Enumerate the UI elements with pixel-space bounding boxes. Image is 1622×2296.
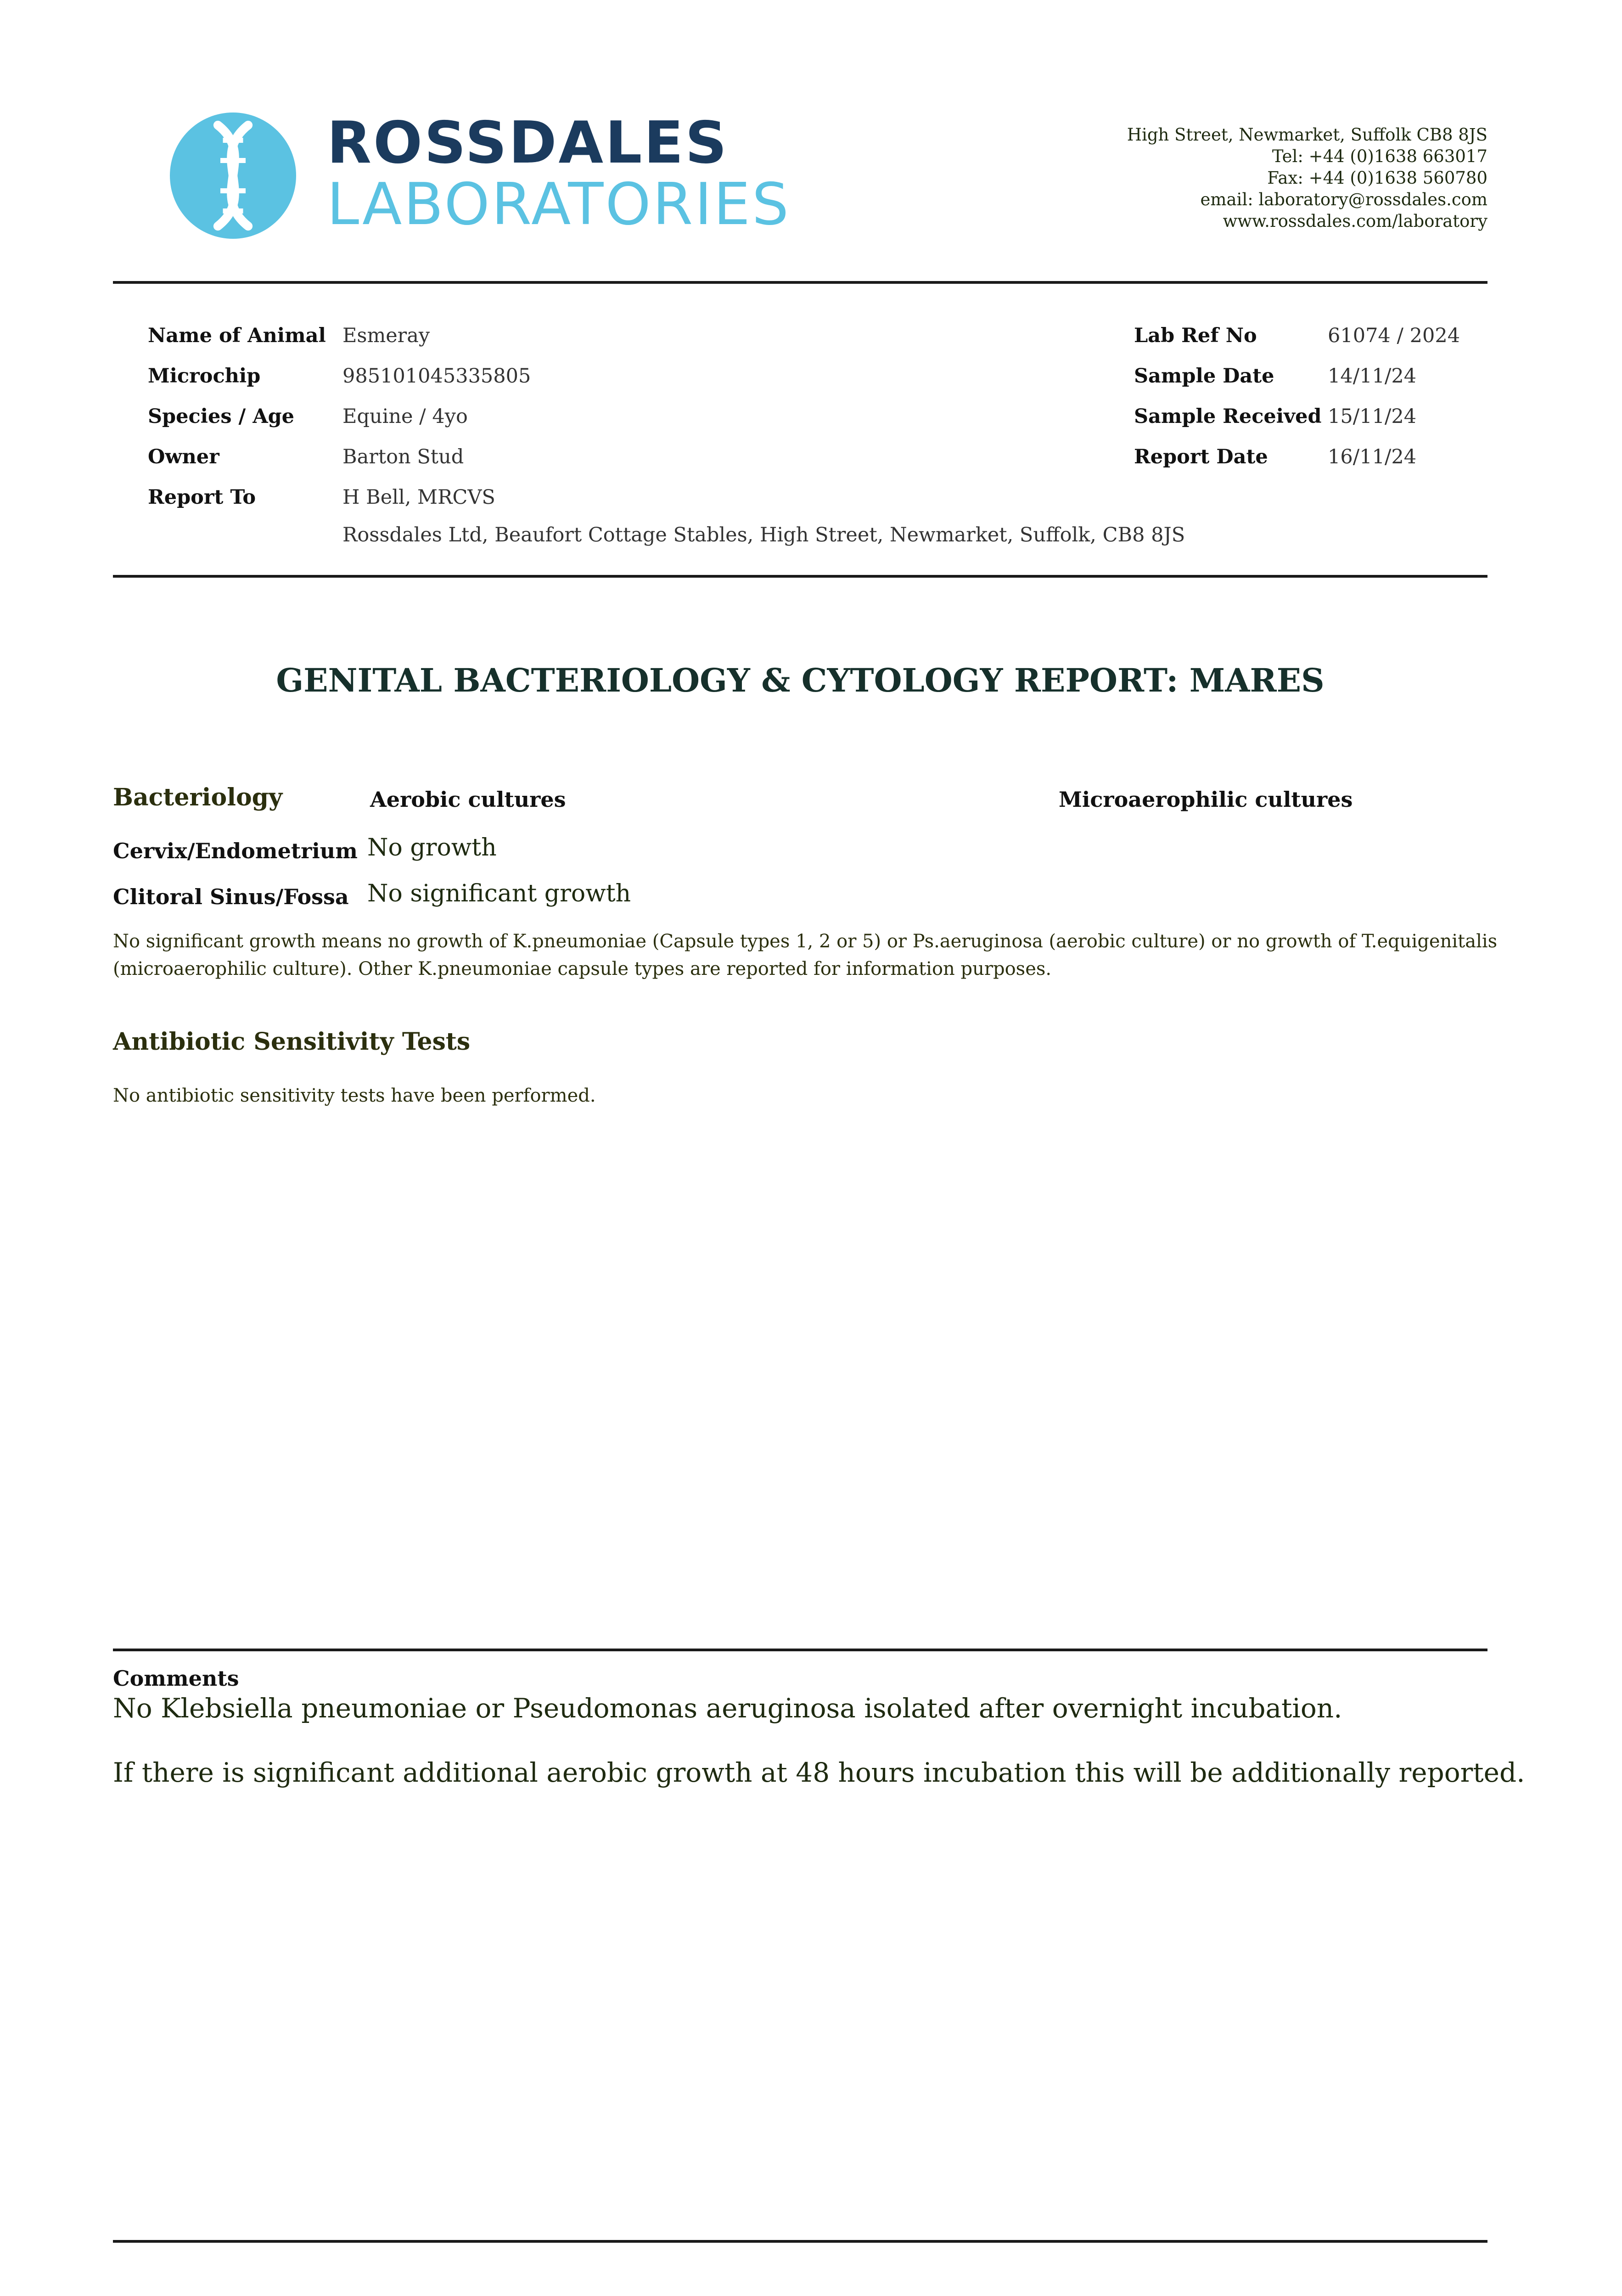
report-date-value: 16/11/24 [1328, 445, 1417, 468]
microchip-value: 985101045335805 [342, 365, 531, 388]
report-to-label: Report To [148, 486, 256, 509]
lab-ref-label: Lab Ref No [1134, 324, 1257, 347]
antibiotic-text: No antibiotic sensitivity tests have been performed. [113, 1085, 596, 1106]
fax: Fax: +44 (0)1638 560780 [1267, 168, 1487, 188]
sample-received-value: 15/11/24 [1328, 405, 1417, 428]
report-title: GENITAL BACTERIOLOGY & CYTOLOGY REPORT: MARES [276, 661, 1325, 699]
report-date-label: Report Date [1134, 445, 1268, 468]
brand-subtitle: LABORATORIES [327, 170, 791, 238]
contact-block [1127, 124, 1487, 232]
report-to-value: H Bell, MRCVS [342, 486, 495, 509]
lab-ref-value: 61074 / 2024 [1328, 324, 1460, 347]
report-to-address: Rossdales Ltd, Beaufort Cottage Stables, High Street, Newmarket, Suffolk, CB8 8JS [342, 523, 1185, 546]
footer-divider [113, 2240, 1487, 2243]
info-divider [113, 575, 1487, 578]
sample-received-label: Sample Received [1134, 405, 1322, 428]
comments-heading: Comments [113, 1666, 239, 1691]
bacteriology-note-line2: (microaerophilic culture). Other K.pneumoniae capsule types are reported for information purposes. [113, 958, 1052, 979]
comment-line-1: No Klebsiella pneumoniae or Pseudomonas aeruginosa isolated after overnight incubation. [113, 1693, 1342, 1724]
site-clitoral-aerobic-result: No significant growth [367, 880, 631, 907]
site-cervix-aerobic-result: No growth [367, 834, 497, 861]
microchip-label: Microchip [148, 365, 261, 388]
telephone: Tel: +44 (0)1638 663017 [1272, 146, 1487, 166]
site-cervix-label: Cervix/Endometrium [113, 838, 358, 863]
bacteriology-note-line1: No significant growth means no growth of K.pneumoniae (Capsule types 1, 2 or 5) or Ps.aeruginosa (aerobic culture) or no growth of T.equigenitalis [113, 931, 1498, 952]
bacteriology-heading: Bacteriology [113, 783, 283, 811]
bacteriology-note [113, 928, 1498, 983]
brand-name: ROSSDALES [327, 109, 729, 176]
antibiotic-heading: Antibiotic Sensitivity Tests [113, 1028, 471, 1056]
species-value: Equine / 4yo [342, 405, 468, 428]
microaerophilic-column-header: Microaerophilic cultures [1059, 787, 1353, 812]
sample-date-label: Sample Date [1134, 365, 1274, 388]
comments-divider [113, 1649, 1487, 1651]
owner-label: Owner [148, 445, 219, 468]
website-link[interactable]: www.rossdales.com/laboratory [1223, 211, 1487, 231]
dna-logo-icon [170, 113, 296, 239]
name-label: Name of Animal [148, 324, 326, 347]
sample-date-value: 14/11/24 [1328, 365, 1417, 388]
name-value: Esmeray [342, 324, 430, 347]
species-label: Species / Age [148, 405, 294, 428]
site-clitoral-label: Clitoral Sinus/Fossa [113, 884, 349, 909]
comment-line-2: If there is significant additional aerobic growth at 48 hours incubation this will be additionally reported. [113, 1757, 1525, 1788]
email-link[interactable]: email: laboratory@rossdales.com [1200, 190, 1487, 209]
owner-value: Barton Stud [342, 445, 464, 468]
aerobic-column-header: Aerobic cultures [370, 787, 566, 812]
header-divider [113, 281, 1487, 284]
address: High Street, Newmarket, Suffolk CB8 8JS [1127, 125, 1487, 145]
